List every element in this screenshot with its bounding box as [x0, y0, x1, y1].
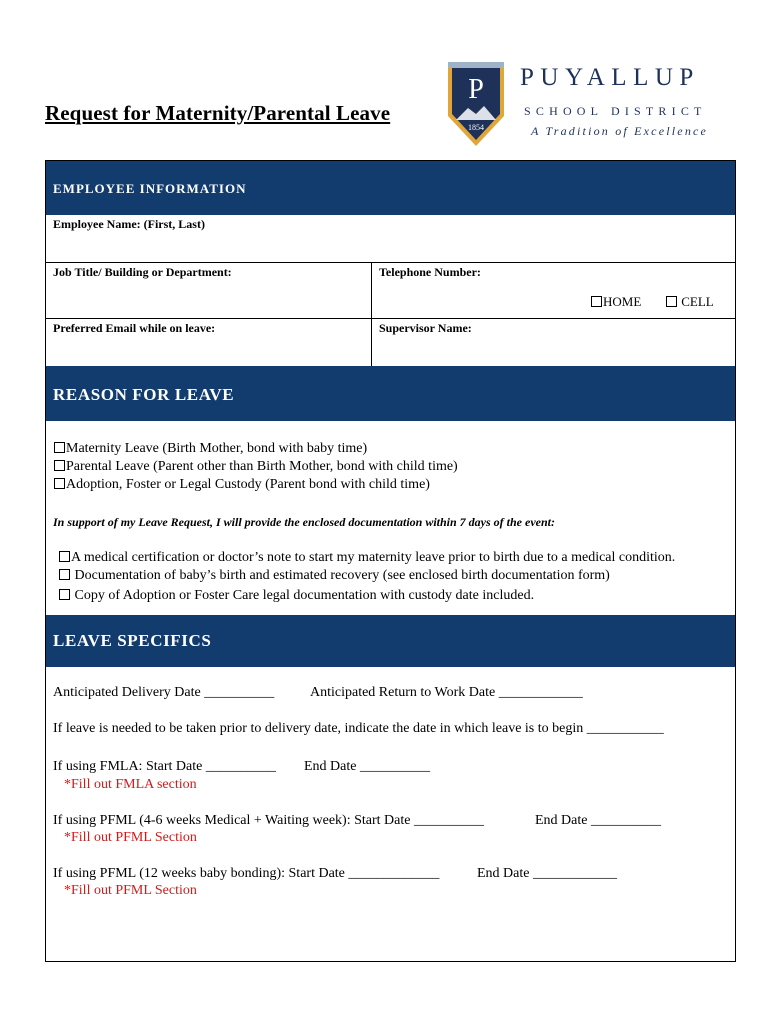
adoption-option[interactable]: Adoption, Foster or Legal Custody (Parent bond with child time) — [54, 477, 430, 493]
pfml-bonding-start-date-field[interactable]: If using PFML (12 weeks baby bonding): Start Date _____________ — [53, 866, 440, 881]
job-title-label: Job Title/ Building or Department: — [53, 265, 232, 279]
column-divider — [371, 262, 372, 366]
leave-specifics-header: LEAVE SPECIFICS — [46, 615, 735, 667]
birth-documentation-checkbox[interactable] — [59, 569, 70, 580]
parental-checkbox[interactable] — [54, 460, 65, 471]
reason-for-leave-header: REASON FOR LEAVE — [46, 366, 735, 421]
supervisor-label: Supervisor Name: — [379, 321, 472, 335]
adoption-documentation-checkbox[interactable] — [59, 589, 70, 600]
district-subtitle: SCHOOL DISTRICT — [524, 104, 707, 118]
employee-information-header: EMPLOYEE INFORMATION — [46, 161, 735, 215]
fmla-end-date-field[interactable]: End Date __________ — [304, 759, 430, 774]
divider — [46, 262, 735, 263]
cell-checkbox[interactable] — [666, 296, 677, 307]
district-name: PUYALLUP — [520, 64, 700, 91]
adoption-documentation-option[interactable]: Copy of Adoption or Foster Care legal documentation with custody date included. — [59, 588, 534, 604]
maternity-leave-option[interactable]: Maternity Leave (Birth Mother, bond with baby time) — [54, 441, 367, 457]
pfml-bonding-note: *Fill out PFML Section — [64, 883, 197, 898]
fmla-note: *Fill out FMLA section — [64, 777, 197, 792]
district-tagline: A Tradition of Excellence — [531, 124, 709, 138]
district-shield-logo — [446, 60, 506, 148]
medical-certification-option[interactable]: A medical certification or doctor’s note to start my maternity leave prior to birth due to a medical condition. — [59, 550, 675, 566]
adoption-checkbox[interactable] — [54, 478, 65, 489]
medical-certification-checkbox[interactable] — [59, 551, 70, 562]
birth-documentation-option[interactable]: Documentation of baby’s birth and estimated recovery (see enclosed birth documentation form) — [59, 568, 610, 584]
svg-text:1854: 1854 — [468, 123, 484, 132]
fmla-start-date-field[interactable]: If using FMLA: Start Date __________ — [53, 759, 276, 774]
pfml-medical-start-date-field[interactable]: If using PFML (4-6 weeks Medical + Waiting week): Start Date __________ — [53, 813, 484, 828]
pfml-medical-note: *Fill out PFML Section — [64, 830, 197, 845]
telephone-label: Telephone Number: — [379, 265, 481, 279]
cell-option[interactable]: CELL — [666, 294, 714, 310]
home-checkbox[interactable] — [591, 296, 602, 307]
svg-text:P: P — [468, 74, 484, 105]
maternity-checkbox[interactable] — [54, 442, 65, 453]
pfml-bonding-end-date-field[interactable]: End Date ____________ — [477, 866, 617, 881]
parental-leave-option[interactable]: Parental Leave (Parent other than Birth Mother, bond with child time) — [54, 459, 458, 475]
return-date-field[interactable]: Anticipated Return to Work Date ____________ — [310, 685, 583, 700]
email-label: Preferred Email while on leave: — [53, 321, 216, 335]
delivery-date-field[interactable]: Anticipated Delivery Date __________ — [53, 685, 275, 700]
pfml-medical-end-date-field[interactable]: End Date __________ — [535, 813, 661, 828]
employee-name-label: Employee Name: (First, Last) — [53, 217, 205, 231]
divider — [46, 318, 735, 319]
leave-begin-date-field[interactable]: If leave is needed to be taken prior to delivery date, indicate the date in which leave is to begin ___________ — [53, 721, 664, 736]
leave-request-form — [45, 160, 736, 962]
page-title: Request for Maternity/Parental Leave — [45, 101, 391, 125]
home-option[interactable]: HOME — [591, 294, 641, 310]
support-statement: In support of my Leave Request, I will provide the enclosed documentation within 7 days of the event: — [53, 515, 555, 529]
